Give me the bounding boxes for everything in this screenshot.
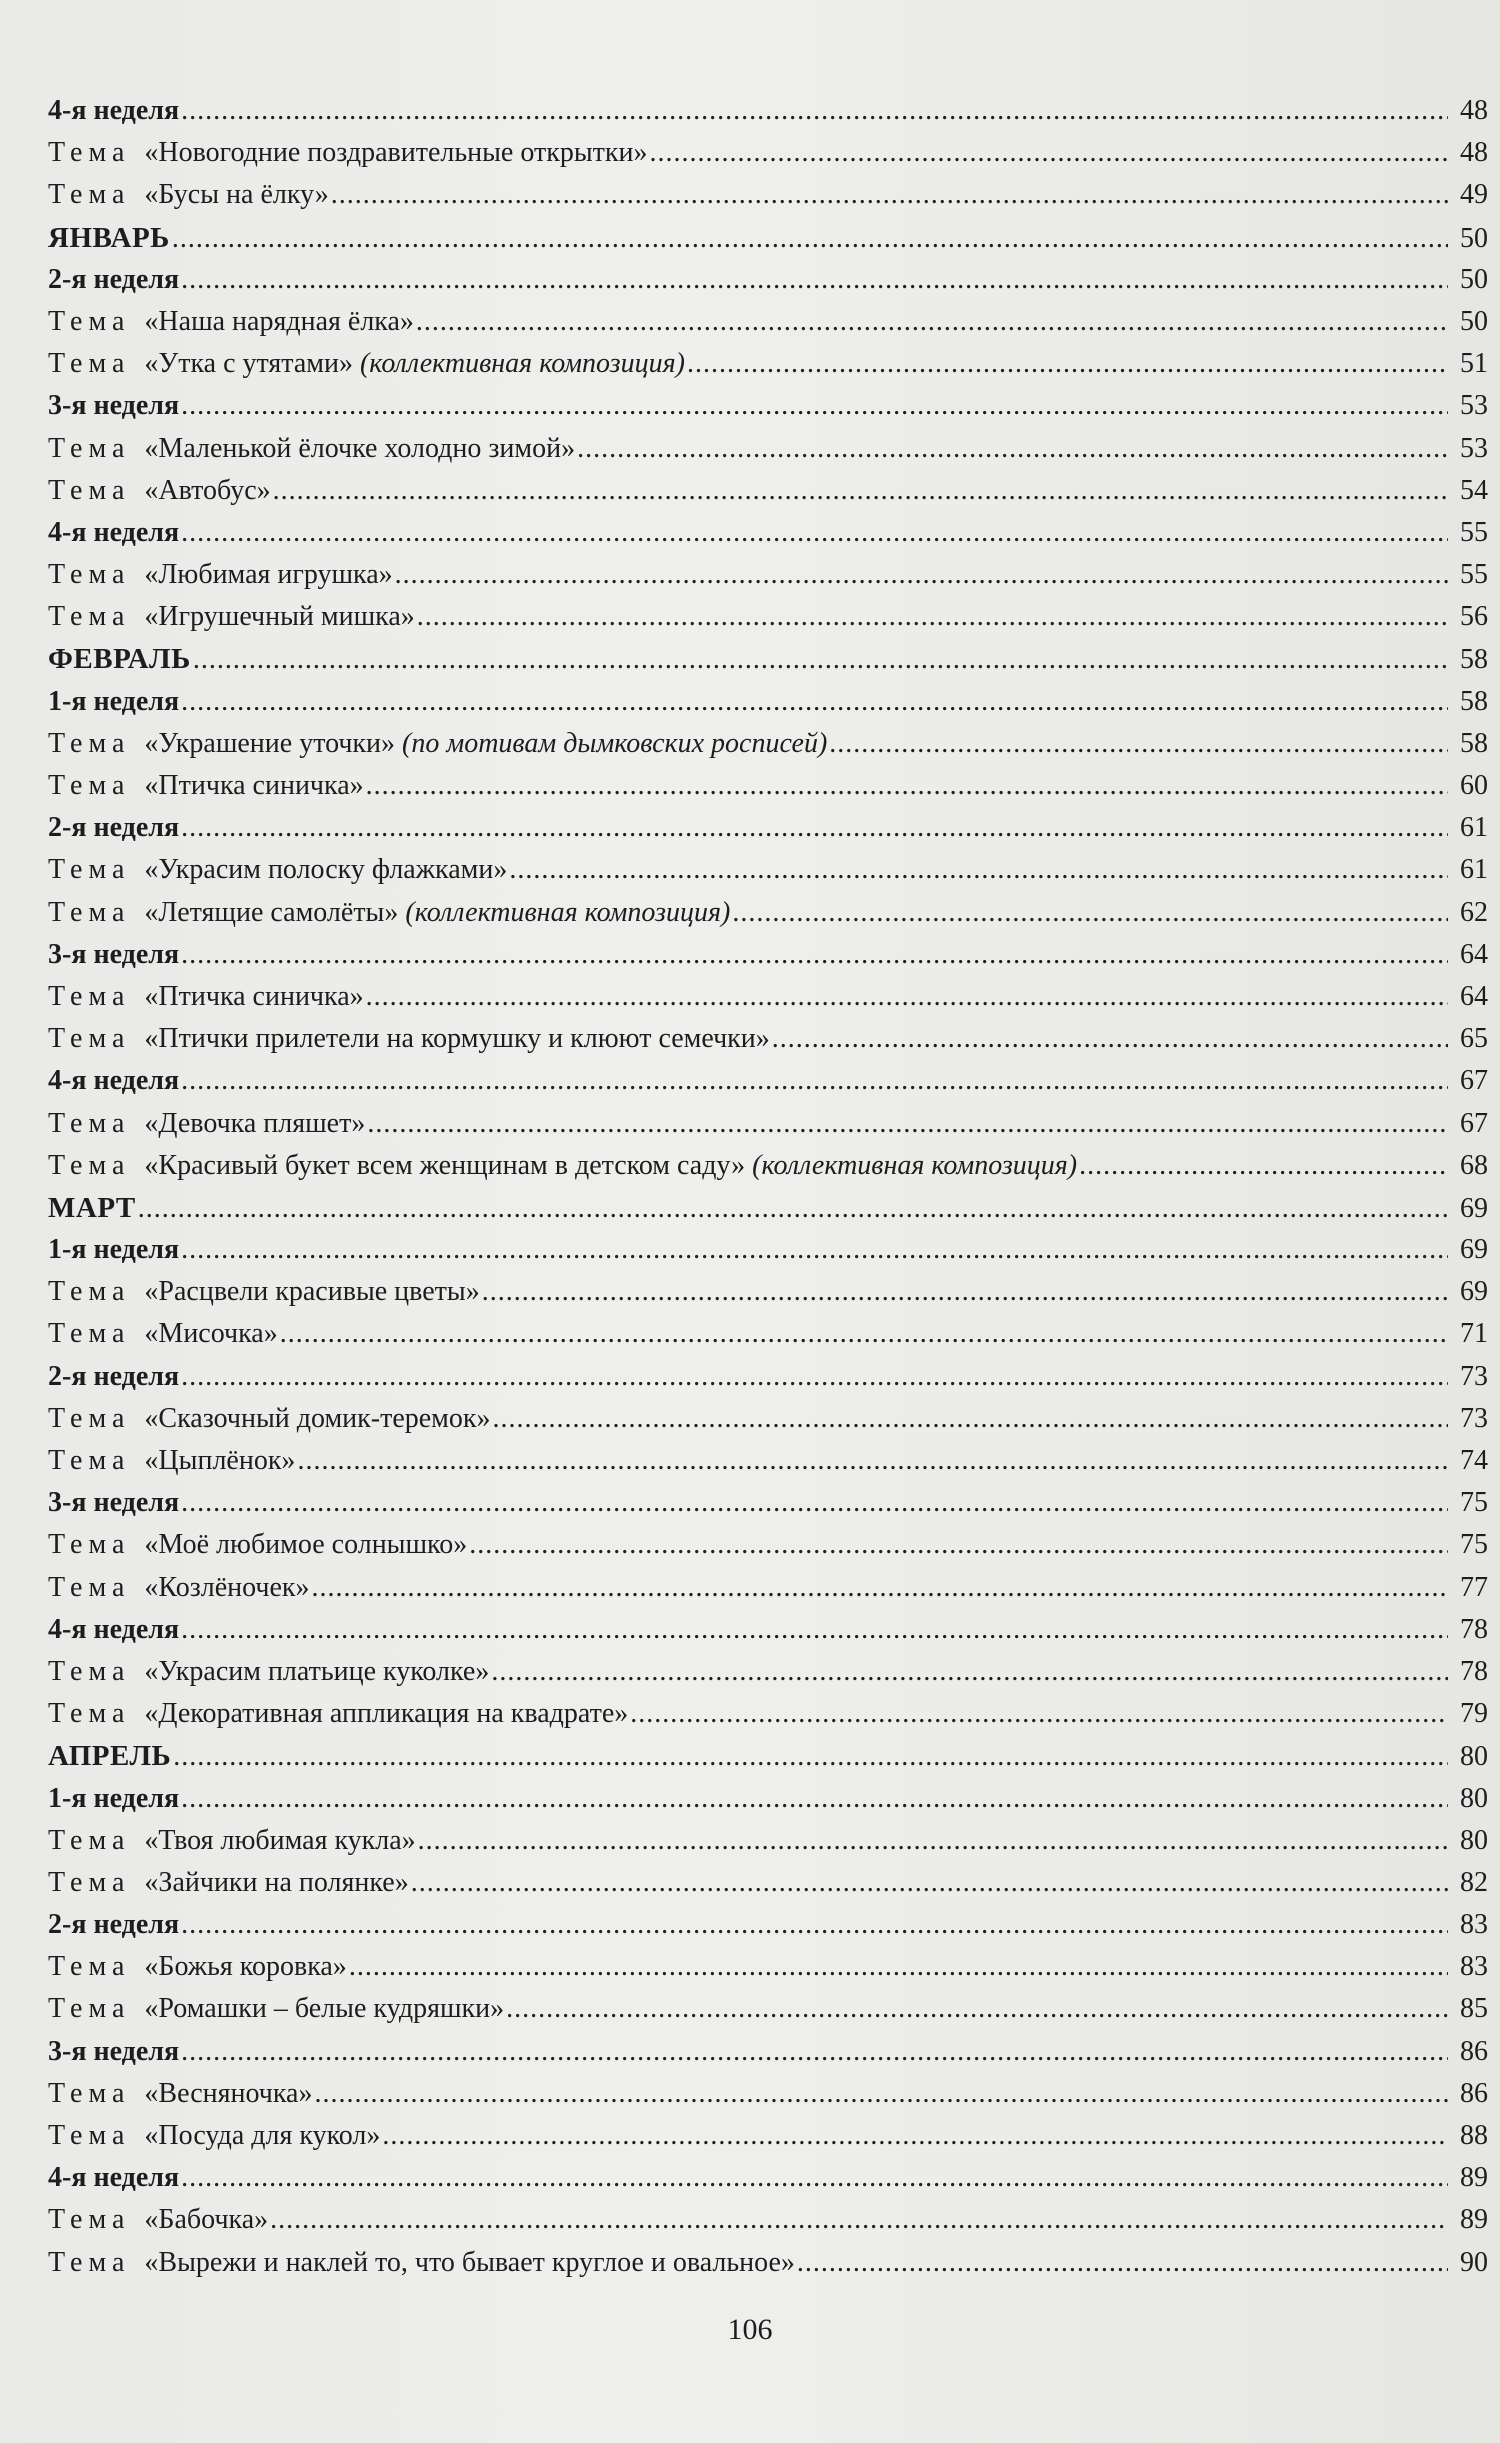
toc-page-number: 67 (1460, 1107, 1488, 1139)
toc-topic-entry (48, 1271, 1488, 1313)
tema-label: Тема (48, 1445, 131, 1476)
dot-leader (1079, 1145, 1448, 1187)
toc-entry-label (48, 90, 179, 132)
toc-entry-label (48, 259, 179, 301)
tema-label: Тема (48, 1107, 131, 1139)
dot-leader (349, 1946, 1448, 1988)
toc-entry-title: ФЕВРАЛЬ (48, 643, 191, 676)
toc-topic-entry (48, 976, 1488, 1018)
toc-page-number: 77 (1460, 1571, 1488, 1603)
toc-topic-entry (48, 1524, 1488, 1566)
toc-entry-title: 2-я неделя (48, 1360, 180, 1392)
toc-page-number: 89 (1460, 2204, 1488, 2236)
dot-leader (411, 1862, 1448, 1904)
toc-page-number: 75 (1460, 1529, 1488, 1561)
toc-page-number: 80 (1460, 1824, 1488, 1856)
toc-entry-title: «Сказочный домик-теремок» (144, 1402, 491, 1434)
tema-label: Тема (48, 1402, 131, 1434)
toc-topic-entry (48, 1988, 1488, 2030)
table-of-contents (48, 90, 1488, 2284)
tema-label: Тема (48, 2120, 131, 2151)
toc-entry-title: «Птичка синичка» (144, 770, 364, 801)
toc-page-number: 61 (1460, 854, 1488, 886)
tema-label: Тема (48, 559, 131, 591)
toc-entry-title: ЯНВАРЬ (48, 221, 170, 254)
dot-leader (270, 2199, 1448, 2241)
toc-topic-entry (48, 470, 1488, 512)
dot-leader (331, 174, 1448, 216)
dot-leader (416, 301, 1448, 343)
dot-leader (181, 90, 1448, 132)
dot-leader (366, 765, 1448, 807)
toc-entry-label (48, 1820, 416, 1862)
toc-week-heading (48, 2031, 1488, 2073)
tema-label: Тема (48, 305, 131, 337)
toc-entry-label (48, 1904, 179, 1946)
tema-label: Тема (48, 1655, 131, 1687)
tema-label: Тема (48, 770, 131, 801)
toc-entry-title: «Любимая игрушка» (144, 559, 393, 591)
toc-entry-label (48, 1060, 179, 1102)
toc-entry-label (48, 2073, 312, 2115)
toc-page-number: 58 (1460, 727, 1488, 759)
toc-week-heading (48, 1482, 1488, 1524)
dot-leader (491, 1651, 1448, 1693)
dot-leader (367, 1103, 1448, 1145)
toc-entry-label (48, 174, 329, 216)
toc-topic-entry (48, 343, 1488, 385)
toc-week-heading (48, 385, 1488, 427)
toc-entry-title: «Автобус» (144, 474, 271, 506)
toc-page-number: 50 (1460, 305, 1488, 337)
toc-entry-label (48, 1524, 467, 1566)
toc-entry-label (48, 1145, 1077, 1187)
toc-entry-label (48, 596, 415, 638)
tema-label: Тема (48, 2204, 131, 2236)
toc-topic-entry (48, 428, 1488, 470)
toc-page-number: 88 (1460, 2120, 1488, 2151)
dot-leader (280, 1313, 1448, 1355)
toc-topic-entry (48, 1862, 1488, 1904)
tema-label: Тема (48, 1951, 131, 1983)
toc-page-number: 71 (1460, 1318, 1488, 1350)
dot-leader (687, 343, 1448, 385)
toc-entry-label (48, 2115, 380, 2157)
toc-entry-label (48, 1946, 347, 1988)
toc-page-number: 62 (1460, 896, 1488, 928)
toc-page-number: 69 (1460, 1192, 1488, 1224)
toc-topic-entry (48, 132, 1488, 174)
toc-topic-entry (48, 554, 1488, 596)
toc-entry-title: «Украсим платьице куколке» (144, 1655, 490, 1687)
toc-entry-title: 3-я неделя (48, 938, 180, 970)
toc-entry-label (48, 892, 730, 934)
toc-entry-label (48, 638, 191, 680)
dot-leader (181, 512, 1448, 554)
toc-page-number: 68 (1460, 1149, 1488, 1181)
toc-topic-entry (48, 1018, 1488, 1060)
dot-leader (181, 1060, 1448, 1102)
toc-week-heading (48, 1229, 1488, 1271)
dot-leader (506, 1988, 1448, 2030)
tema-label: Тема (48, 179, 131, 211)
dot-leader (273, 470, 1448, 512)
dot-leader (630, 1693, 1448, 1735)
toc-week-heading (48, 2157, 1488, 2199)
tema-label: Тема (48, 1318, 131, 1350)
toc-entry-title: «Ромашки – белые кудряшки» (144, 1993, 505, 2025)
toc-entry-note: (по мотивам дымковских росписей) (402, 727, 828, 759)
toc-entry-label (48, 1440, 295, 1482)
toc-week-heading (48, 681, 1488, 723)
toc-entry-label (48, 301, 414, 343)
dot-leader (181, 2031, 1448, 2073)
dot-leader (181, 2157, 1448, 2199)
toc-entry-label (48, 1271, 480, 1313)
toc-page-number: 58 (1460, 644, 1488, 676)
dot-leader (509, 849, 1448, 891)
toc-page-number: 67 (1460, 1065, 1488, 1097)
toc-entry-title: «Цыплёнок» (144, 1445, 296, 1476)
tema-label: Тема (48, 1993, 131, 2025)
toc-page-number: 80 (1460, 1741, 1488, 1773)
toc-entry-label (48, 1735, 171, 1777)
tema-label: Тема (48, 137, 131, 169)
toc-page-number: 83 (1460, 1951, 1488, 1983)
toc-page-number: 85 (1460, 1993, 1488, 2025)
dot-leader (382, 2115, 1448, 2157)
toc-page-number: 64 (1460, 980, 1488, 1012)
toc-topic-entry (48, 723, 1488, 765)
tema-label: Тема (48, 1276, 131, 1308)
toc-page-number: 78 (1460, 1655, 1488, 1687)
tema-label: Тема (48, 854, 131, 886)
toc-entry-title: «Бусы на ёлку» (144, 179, 329, 211)
toc-entry-label (48, 1862, 409, 1904)
toc-week-heading (48, 807, 1488, 849)
toc-topic-entry (48, 1103, 1488, 1145)
toc-page-number: 61 (1460, 812, 1488, 844)
toc-week-heading (48, 259, 1488, 301)
toc-entry-label (48, 385, 179, 427)
toc-page-number: 78 (1460, 1613, 1488, 1645)
toc-entry-label (48, 1567, 310, 1609)
toc-entry-label (48, 976, 364, 1018)
toc-entry-label (48, 1778, 179, 1820)
dot-leader (181, 1482, 1448, 1524)
dot-leader (772, 1018, 1448, 1060)
toc-topic-entry (48, 1946, 1488, 1988)
dot-leader (181, 1904, 1448, 1946)
toc-entry-label (48, 1609, 179, 1651)
toc-entry-title: «Украсим полоску флажками» (144, 854, 508, 886)
tema-label: Тема (48, 2077, 131, 2109)
toc-week-heading (48, 1060, 1488, 1102)
toc-page-number: 69 (1460, 1276, 1488, 1308)
toc-entry-title: «Мисочка» (144, 1318, 278, 1350)
toc-page-number: 79 (1460, 1698, 1488, 1730)
toc-week-heading (48, 1609, 1488, 1651)
toc-entry-label (48, 1187, 136, 1229)
toc-entry-title: «Девочка пляшет» (144, 1107, 366, 1139)
toc-page-number: 73 (1460, 1360, 1488, 1392)
toc-entry-label (48, 765, 364, 807)
toc-entry-note: (коллективная композиция) (752, 1149, 1078, 1181)
toc-page-number: 75 (1460, 1487, 1488, 1519)
toc-entry-title: «Птички прилетели на кормушку и клюют семечки» (144, 1023, 770, 1055)
toc-topic-entry (48, 596, 1488, 638)
dot-leader (297, 1440, 1448, 1482)
toc-topic-entry (48, 1313, 1488, 1355)
toc-topic-entry (48, 2115, 1488, 2157)
dot-leader (418, 1820, 1448, 1862)
toc-entry-title: МАРТ (48, 1191, 136, 1224)
toc-entry-label (48, 807, 179, 849)
toc-entry-title: «Маленькой ёлочке холодно зимой» (144, 432, 576, 464)
toc-entry-title: 2-я неделя (48, 263, 180, 295)
toc-entry-title: 1-я неделя (48, 685, 180, 717)
toc-page-number: 54 (1460, 474, 1488, 506)
tema-label: Тема (48, 727, 131, 759)
tema-label: Тема (48, 1866, 131, 1898)
toc-page-number: 90 (1460, 2246, 1488, 2278)
toc-entry-label (48, 1356, 179, 1398)
toc-week-heading (48, 90, 1488, 132)
tema-label: Тема (48, 1023, 131, 1055)
toc-page-number: 80 (1460, 1782, 1488, 1814)
dot-leader (181, 934, 1448, 976)
toc-topic-entry (48, 892, 1488, 934)
dot-leader (181, 1356, 1448, 1398)
dot-leader (173, 1736, 1448, 1777)
toc-page-number: 73 (1460, 1402, 1488, 1434)
toc-page-number: 50 (1460, 263, 1488, 295)
dot-leader (181, 1609, 1448, 1651)
toc-entry-title: АПРЕЛЬ (48, 1740, 172, 1773)
dot-leader (138, 1188, 1448, 1229)
toc-month-heading (48, 638, 1488, 680)
toc-entry-note: (коллективная композиция) (359, 348, 685, 380)
toc-entry-label (48, 1693, 628, 1735)
toc-topic-entry (48, 1145, 1488, 1187)
toc-entry-label (48, 217, 170, 259)
toc-entry-title: «Декоративная аппликация на квадрате» (144, 1698, 629, 1730)
dot-leader (181, 385, 1448, 427)
toc-week-heading (48, 512, 1488, 554)
dot-leader (417, 596, 1448, 638)
toc-entry-label (48, 723, 827, 765)
toc-entry-label (48, 1229, 179, 1271)
toc-page-number: 64 (1460, 938, 1488, 970)
tema-label: Тема (48, 1824, 131, 1856)
dot-leader (193, 639, 1448, 680)
toc-topic-entry (48, 2242, 1488, 2284)
tema-label: Тема (48, 1529, 131, 1561)
toc-page-number: 49 (1460, 179, 1488, 211)
toc-entry-title: «Божья коровка» (144, 1951, 347, 1983)
dot-leader (829, 723, 1448, 765)
tema-label: Тема (48, 474, 131, 506)
toc-page-number: 83 (1460, 1909, 1488, 1941)
toc-entry-title: «Украшение уточки» (144, 727, 396, 759)
toc-entry-title: 4-я неделя (48, 516, 180, 548)
toc-entry-title: 3-я неделя (48, 390, 180, 422)
toc-page-number: 58 (1460, 685, 1488, 717)
toc-entry-title: «Твоя любимая кукла» (144, 1824, 416, 1856)
toc-entry-title: «Зайчики на полянке» (144, 1866, 409, 1898)
toc-entry-title: 3-я неделя (48, 2035, 180, 2067)
toc-page-number: 69 (1460, 1234, 1488, 1266)
toc-entry-label (48, 554, 393, 596)
toc-entry-title: «Весняночка» (144, 2077, 313, 2109)
toc-entry-label (48, 470, 271, 512)
toc-entry-title: «Посуда для кукол» (144, 2120, 381, 2151)
toc-entry-label (48, 343, 685, 385)
toc-entry-label (48, 1313, 278, 1355)
toc-week-heading (48, 1778, 1488, 1820)
toc-entry-label (48, 1103, 365, 1145)
toc-entry-title: «Козлёночек» (144, 1571, 310, 1603)
toc-topic-entry (48, 301, 1488, 343)
dot-leader (577, 428, 1448, 470)
toc-entry-label (48, 1018, 770, 1060)
toc-entry-title: 4-я неделя (48, 1065, 180, 1097)
dot-leader (732, 892, 1448, 934)
toc-entry-label (48, 1398, 491, 1440)
toc-entry-title: 4-я неделя (48, 95, 180, 126)
toc-topic-entry (48, 1567, 1488, 1609)
tema-label: Тема (48, 1571, 131, 1603)
toc-topic-entry (48, 1440, 1488, 1482)
toc-topic-entry (48, 1398, 1488, 1440)
dot-leader (181, 681, 1448, 723)
toc-topic-entry (48, 1693, 1488, 1735)
toc-page-number: 50 (1460, 222, 1488, 254)
dot-leader (181, 807, 1448, 849)
toc-entry-title: «Бабочка» (144, 2204, 269, 2236)
toc-entry-title: 1-я неделя (48, 1782, 180, 1814)
toc-entry-label (48, 132, 647, 174)
dot-leader (181, 1778, 1448, 1820)
toc-page-number: 56 (1460, 601, 1488, 633)
toc-entry-title: «Красивый букет всем женщинам в детском саду» (144, 1149, 746, 1181)
toc-entry-title: «Игрушечный мишка» (144, 601, 415, 633)
toc-entry-label (48, 428, 575, 470)
toc-entry-label (48, 1482, 179, 1524)
toc-week-heading (48, 1904, 1488, 1946)
tema-label: Тема (48, 1698, 131, 1730)
toc-topic-entry (48, 1820, 1488, 1862)
toc-entry-label (48, 512, 179, 554)
toc-page-number: 86 (1460, 2077, 1488, 2109)
toc-entry-title: «Наша нарядная ёлка» (144, 305, 414, 337)
toc-entry-title: «Моё любимое солнышко» (144, 1529, 468, 1561)
toc-page-number: 55 (1460, 516, 1488, 548)
toc-topic-entry (48, 2073, 1488, 2115)
toc-page-number: 89 (1460, 2162, 1488, 2194)
toc-month-heading (48, 1735, 1488, 1777)
toc-page-number: 53 (1460, 432, 1488, 464)
toc-entry-label (48, 2199, 268, 2241)
toc-page-number: 86 (1460, 2035, 1488, 2067)
dot-leader (181, 1229, 1448, 1271)
toc-page-number: 60 (1460, 770, 1488, 801)
toc-page-number: 51 (1460, 348, 1488, 380)
toc-entry-label (48, 2031, 179, 2073)
toc-entry-title: «Расцвели красивые цветы» (144, 1276, 480, 1308)
toc-page-number: 53 (1460, 390, 1488, 422)
toc-week-heading (48, 1356, 1488, 1398)
toc-entry-label (48, 849, 507, 891)
toc-page-number: 74 (1460, 1445, 1488, 1476)
toc-page-number: 55 (1460, 559, 1488, 591)
toc-entry-title: «Летящие самолёты» (144, 896, 399, 928)
page-number: 106 (727, 2313, 773, 2346)
toc-entry-label (48, 2157, 179, 2199)
dot-leader (797, 2242, 1448, 2284)
dot-leader (469, 1524, 1448, 1566)
dot-leader (649, 132, 1448, 174)
tema-label: Тема (48, 432, 131, 464)
toc-entry-label (48, 1651, 489, 1693)
toc-week-heading (48, 934, 1488, 976)
toc-entry-label (48, 1988, 504, 2030)
toc-month-heading (48, 217, 1488, 259)
toc-entry-note: (коллективная композиция) (405, 896, 731, 928)
toc-entry-title: 1-я неделя (48, 1234, 180, 1266)
toc-entry-title: 3-я неделя (48, 1487, 180, 1519)
toc-page-number: 65 (1460, 1023, 1488, 1055)
toc-entry-label (48, 681, 179, 723)
toc-topic-entry (48, 765, 1488, 807)
toc-entry-title: «Утка с утятами» (144, 348, 353, 380)
tema-label: Тема (48, 980, 131, 1012)
dot-leader (493, 1398, 1449, 1440)
tema-label: Тема (48, 2246, 131, 2278)
dot-leader (366, 976, 1448, 1018)
dot-leader (172, 218, 1448, 259)
toc-entry-label (48, 934, 179, 976)
toc-topic-entry (48, 1651, 1488, 1693)
dot-leader (314, 2073, 1448, 2115)
toc-page-number: 48 (1460, 95, 1488, 126)
toc-page-number: 48 (1460, 137, 1488, 169)
toc-entry-title: 2-я неделя (48, 1909, 180, 1941)
toc-entry-title: 2-я неделя (48, 812, 180, 844)
toc-entry-title: 4-я неделя (48, 2162, 180, 2194)
toc-entry-title: 4-я неделя (48, 1613, 180, 1645)
toc-topic-entry (48, 849, 1488, 891)
dot-leader (482, 1271, 1448, 1313)
toc-entry-title: «Новогодние поздравительные открытки» (144, 137, 648, 169)
tema-label: Тема (48, 1149, 131, 1181)
tema-label: Тема (48, 896, 131, 928)
dot-leader (395, 554, 1448, 596)
toc-page-number: 82 (1460, 1866, 1488, 1898)
toc-month-heading (48, 1187, 1488, 1229)
tema-label: Тема (48, 348, 131, 380)
toc-topic-entry (48, 174, 1488, 216)
dot-leader (312, 1567, 1448, 1609)
toc-topic-entry (48, 2199, 1488, 2241)
toc-entry-title: «Птичка синичка» (144, 980, 364, 1012)
toc-entry-title: «Вырежи и наклей то, что бывает круглое и овальное» (144, 2246, 795, 2278)
tema-label: Тема (48, 601, 131, 633)
dot-leader (181, 259, 1448, 301)
toc-entry-label (48, 2242, 795, 2284)
